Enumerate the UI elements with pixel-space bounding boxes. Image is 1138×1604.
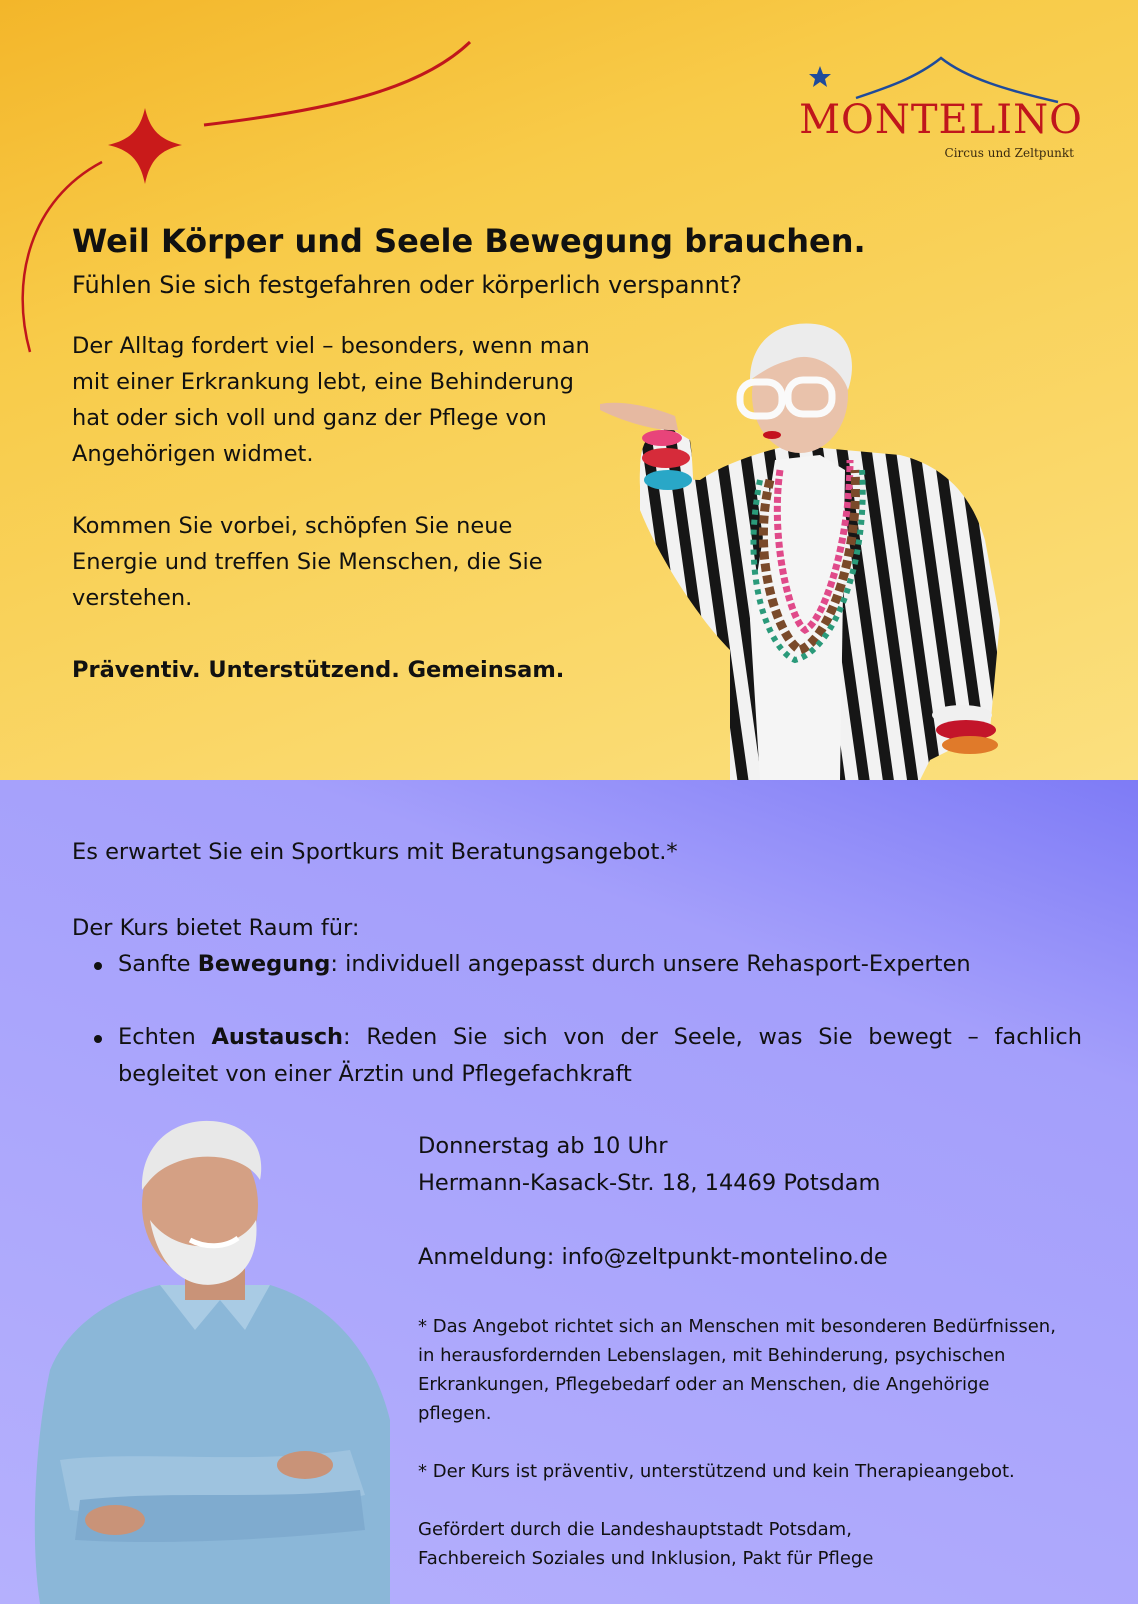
swoosh-curve-right [204,42,470,125]
event-details [418,1128,1068,1573]
footnote-target-group: * Das Angebot richtet sich an Menschen mit besonderen Bedürfnissen, in herausfordernden Lebenslagen, mit Behinderung, psychischen Erkrankungen, Pflegebedarf oder an Menschen, die Angehörige pflegen. [418,1316,1056,1424]
slogan: Präventiv. Unterstützend. Gemeinsam. [72,657,565,683]
list-item: Echten Austausch: Reden Sie sich von der Seele, was Sie bewegt – fachlich begleitet von einer Ärztin und Pflegefachkraft [72,1019,1082,1093]
subheadline: Fühlen Sie sich festgefahren oder körperlich verspannt? [72,271,742,299]
logo-brand-text: MONTELINO [799,97,1083,143]
star-icon [809,66,831,87]
decorative-swoosh [0,0,520,380]
funding-line-2: Fachbereich Soziales und Inklusion, Pakt für Pflege [418,1548,874,1569]
headline: Weil Körper und Seele Bewegung brauchen. [72,222,866,260]
footnote-no-therapy: * Der Kurs ist präventiv, unterstützend und kein Therapieangebot. [418,1461,1015,1482]
funding-line-1: Gefördert durch die Landeshauptstadt Potsdam, [418,1519,852,1540]
intro-text [72,328,592,688]
logo-tagline: Circus und Zeltpunkt [944,146,1074,160]
course-offer-list [72,946,1082,1129]
montelino-logo [796,54,1086,164]
list-item: Sanfte Bewegung: individuell angepasst durch unsere Rehasport-Experten [72,946,1082,983]
course-intro: Es erwartet Sie ein Sportkurs mit Beratungsangebot.* [72,839,678,865]
course-list-intro: Der Kurs bietet Raum für: [72,915,360,941]
event-time: Donnerstag ab 10 Uhr [418,1133,668,1159]
sparkle-star-icon [108,108,182,184]
intro-paragraph-2: Kommen Sie vorbei, schöpfen Sie neue Energie und treffen Sie Menschen, die Sie verstehen. [72,513,543,611]
photo-elderly-woman [600,320,1050,780]
event-address: Hermann-Kasack-Str. 18, 14469 Potsdam [418,1170,881,1196]
photo-elderly-man [20,1120,400,1604]
intro-paragraph-1: Der Alltag fordert viel – besonders, wenn man mit einer Erkrankung lebt, eine Behinderung hat oder sich voll und ganz der Pflege von Angehörigen widmet. [72,333,590,467]
registration-email: Anmeldung: info@zeltpunkt-montelino.de [418,1244,888,1270]
